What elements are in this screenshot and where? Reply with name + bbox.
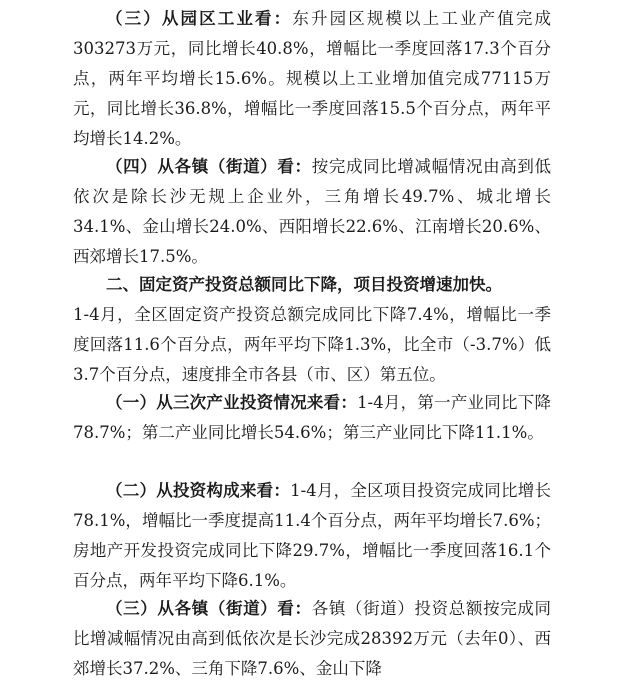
heading-towns-investment: （三）从各镇（街道）看： <box>106 599 312 618</box>
paragraph-towns-industry <box>73 152 551 272</box>
paragraph-industrial-park <box>73 4 551 154</box>
text-towns-investment: 各镇（街道）投资总额按完成同比增减幅情况由高到低依次是长沙完成28392万元（去年0）、西郊增长37.2%、三角下降7.6%、金山下降 <box>73 599 552 678</box>
text-industrial-park: 东升园区规模以上工业产值完成303273万元，同比增长40.8%，增幅比一季度回落17.3个百分点，两年平均增长15.6%。规模以上工业增加值完成77115万元，同比增长36.8%，增幅比一季度回落15.5个百分点，两年平均增长14.2%。 <box>73 9 552 148</box>
heading-three-industries: （一）从三次产业投资情况来看： <box>106 393 358 412</box>
paragraph-investment-structure <box>73 476 551 596</box>
section-title-fixed-assets: 二、固定资产投资总额同比下降，项目投资增速加快。 <box>106 275 502 294</box>
paragraph-fixed-assets-total <box>73 300 551 390</box>
paragraph-towns-investment <box>73 594 551 684</box>
heading-investment-structure: （二）从投资构成来看： <box>106 481 291 500</box>
text-three-industries: 1-4月，第一产业同比下降78.7%；第二产业同比增长54.6%；第三产业同比下降11.1%。 <box>73 393 552 442</box>
text-towns-industry: 按完成同比增减幅情况由高到低依次是除长沙无规上企业外，三角增长49.7%、城北增长34.1%、金山增长24.0%、西阳增长22.6%、江南增长20.6%、西郊增长17.5%。 <box>73 157 552 266</box>
text-fixed-assets-total: 1-4月，全区固定资产投资总额完成同比下降7.4%，增幅比一季度回落11.6个百分点，两年平均下降1.3%，比全市（-3.7%）低3.7个百分点，速度排全市各县（市、区）第五位。 <box>73 305 551 384</box>
paragraph-three-industries <box>73 388 551 448</box>
heading-towns-industry: （四）从各镇（街道）看： <box>106 157 312 176</box>
text-investment-structure: 1-4月，全区项目投资完成同比增长78.1%，增幅比一季度提高11.4个百分点，两年平均增长7.6%；房地产开发投资完成同比下降29.7%，增幅比一季度回落16.1个百分点，两年平均下降6.1%。 <box>73 481 551 590</box>
heading-industrial-park: （三）从园区工业看： <box>106 9 293 28</box>
